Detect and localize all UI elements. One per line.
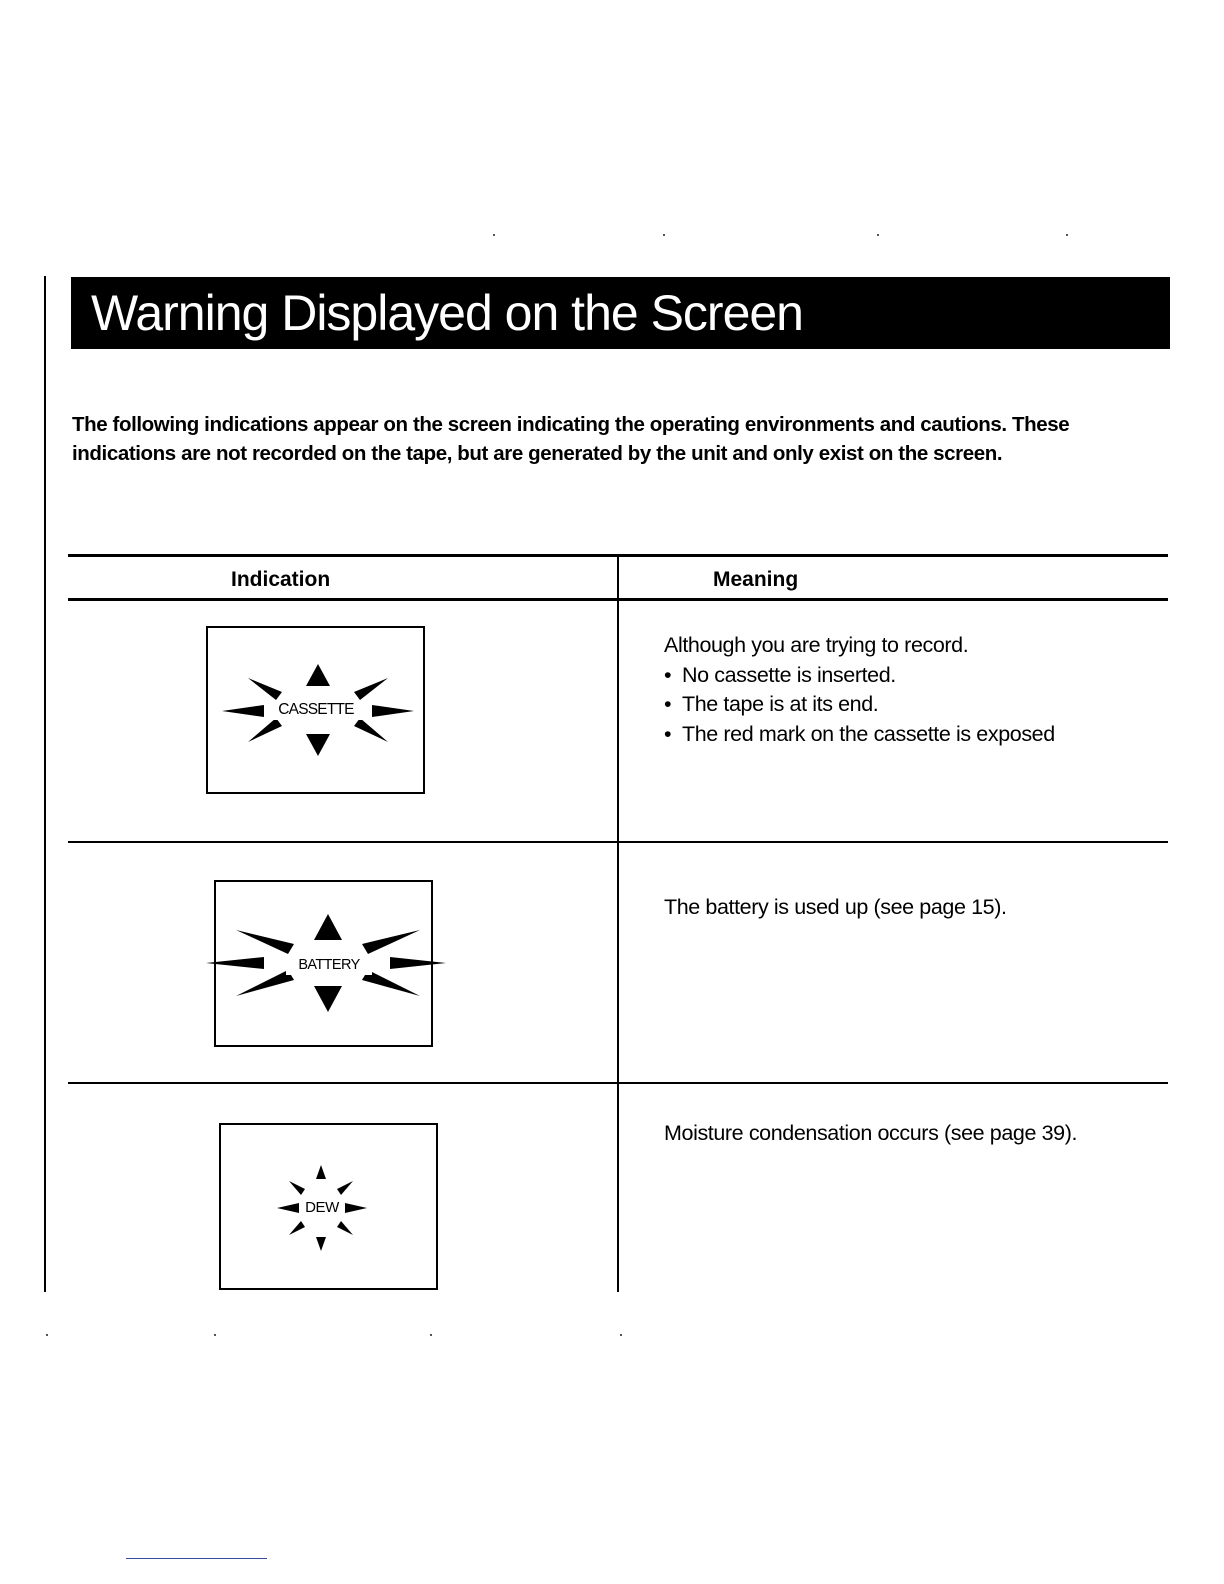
- column-divider: [617, 557, 619, 1292]
- title-banner: [71, 277, 1170, 349]
- scan-speck: [430, 1334, 432, 1336]
- scan-speck: [46, 1334, 48, 1336]
- page-title: Warning Displayed on the Screen: [91, 285, 803, 341]
- scan-speck: [877, 234, 879, 236]
- battery-meaning-lead: The battery is used up (see page 15).: [664, 895, 1007, 919]
- cassette-warning-label: CASSETTE: [268, 700, 364, 720]
- scan-speck: [493, 234, 495, 236]
- left-margin-rule: [44, 276, 46, 1292]
- list-item: • The red mark on the cassette is exposed: [664, 720, 1084, 750]
- cassette-meaning-list: [664, 661, 1084, 750]
- battery-meaning: [664, 893, 1084, 923]
- footer-rule: [126, 1558, 267, 1559]
- battery-warning-label: BATTERY: [286, 955, 372, 975]
- intro-paragraph: The following indications appear on the screen indicating the operating environments and cautions. These indications are not recorded on the tape, but are generated by the unit and only exist on the screen.: [72, 413, 1070, 465]
- dew-meaning: [664, 1119, 1084, 1149]
- scan-speck: [214, 1334, 216, 1336]
- list-item: • No cassette is inserted.: [664, 661, 1084, 691]
- cassette-meaning-lead: Although you are trying to record.: [664, 633, 969, 657]
- column-header-indication: Indication: [231, 568, 331, 591]
- dew-warning-label: DEW: [299, 1198, 345, 1218]
- dew-meaning-lead: Moisture condensation occurs (see page 39).: [664, 1121, 1078, 1145]
- cassette-meaning: [664, 631, 1084, 749]
- column-header-meaning: Meaning: [713, 568, 799, 591]
- scan-speck: [1066, 234, 1068, 236]
- scan-speck: [620, 1334, 622, 1336]
- list-item: • The tape is at its end.: [664, 690, 1084, 720]
- scan-speck: [663, 234, 665, 236]
